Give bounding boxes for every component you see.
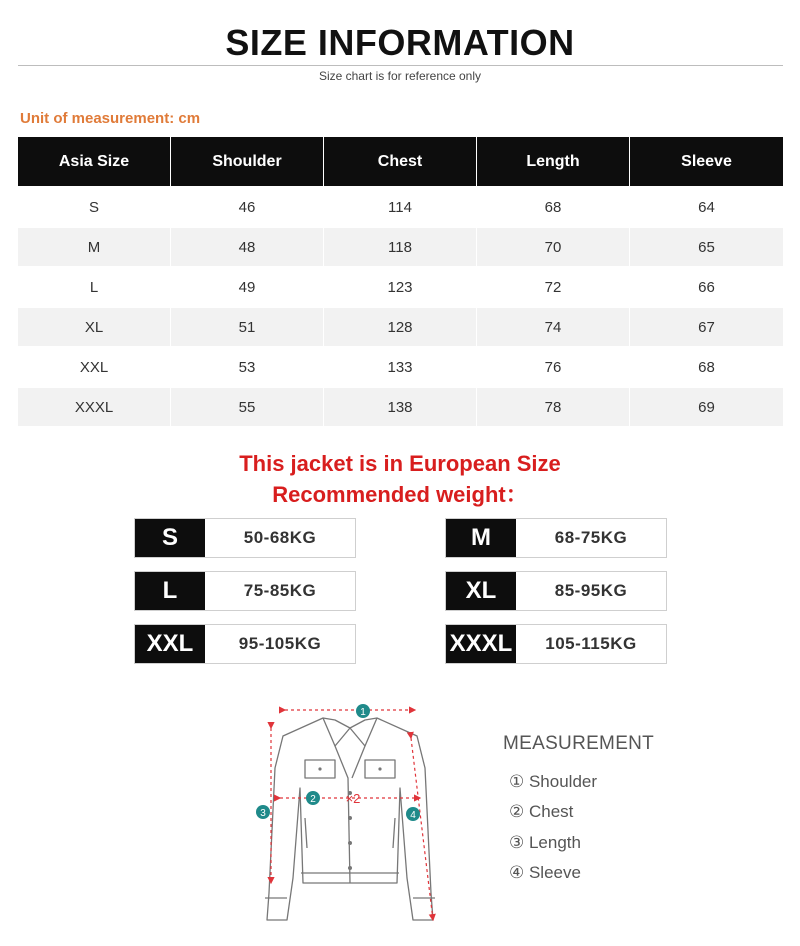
weight-box bbox=[134, 624, 356, 664]
table-cell: XXXL bbox=[18, 386, 171, 426]
table-cell: 48 bbox=[171, 226, 324, 266]
table-cell: 64 bbox=[630, 186, 783, 226]
weight-size: XXXL bbox=[446, 625, 516, 663]
table-cell: 78 bbox=[477, 386, 630, 426]
weight-box bbox=[134, 518, 356, 558]
page-title: SIZE INFORMATION bbox=[225, 22, 575, 63]
table-row bbox=[18, 226, 783, 266]
measurement-item: ③ Length bbox=[509, 833, 581, 852]
column-header: Sleeve bbox=[630, 137, 783, 186]
weight-size: M bbox=[446, 519, 516, 557]
table-cell: 128 bbox=[324, 306, 477, 346]
weight-box bbox=[134, 571, 356, 611]
table-cell: 74 bbox=[477, 306, 630, 346]
weight-range: 105-115KG bbox=[545, 634, 637, 653]
table-cell: 114 bbox=[324, 186, 477, 226]
table-cell: 69 bbox=[630, 386, 783, 426]
table-cell: S bbox=[18, 186, 171, 226]
table-row bbox=[18, 306, 783, 346]
table-cell: 46 bbox=[171, 186, 324, 226]
title-divider bbox=[18, 65, 783, 66]
marker-4: 4 bbox=[410, 810, 416, 821]
weight-range: 95-105KG bbox=[238, 634, 322, 653]
measurement-title: MEASUREMENT bbox=[503, 733, 655, 754]
weight-box bbox=[445, 624, 667, 664]
size-table bbox=[18, 137, 783, 426]
chest-multiplier: ×2 bbox=[345, 791, 361, 806]
table-cell: 70 bbox=[477, 226, 630, 266]
table-cell: 49 bbox=[171, 266, 324, 306]
column-header: Length bbox=[477, 137, 630, 186]
marker-2: 2 bbox=[310, 794, 316, 805]
weight-range: 68-75KG bbox=[554, 528, 628, 547]
table-row bbox=[18, 386, 783, 426]
table-cell: 68 bbox=[477, 186, 630, 226]
weight-box bbox=[445, 571, 667, 611]
table-cell: XL bbox=[18, 306, 171, 346]
unit-label: Unit of measurement: cm bbox=[20, 110, 201, 127]
table-row bbox=[18, 346, 783, 386]
column-header: Shoulder bbox=[171, 137, 324, 186]
table-cell: 138 bbox=[324, 386, 477, 426]
table-cell: 51 bbox=[171, 306, 324, 346]
table-cell: 72 bbox=[477, 266, 630, 306]
table-cell: 53 bbox=[171, 346, 324, 386]
table-cell: M bbox=[18, 226, 171, 266]
column-header: Chest bbox=[324, 137, 477, 186]
table-cell: L bbox=[18, 266, 171, 306]
weight-size: S bbox=[135, 519, 205, 557]
table-cell: XXL bbox=[18, 346, 171, 386]
table-row bbox=[18, 266, 783, 306]
table-cell: 65 bbox=[630, 226, 783, 266]
table-cell: 123 bbox=[324, 266, 477, 306]
weight-box bbox=[445, 518, 667, 558]
notice-line: This jacket is in European Size bbox=[239, 451, 561, 476]
table-cell: 118 bbox=[324, 226, 477, 266]
page-subtitle: Size chart is for reference only bbox=[318, 69, 482, 83]
marker-3: 3 bbox=[260, 808, 266, 819]
table-cell: 67 bbox=[630, 306, 783, 346]
column-header: Asia Size bbox=[18, 137, 171, 186]
table-cell: 66 bbox=[630, 266, 783, 306]
measurement-item: ④ Sleeve bbox=[509, 863, 581, 882]
weight-range: 50-68KG bbox=[243, 528, 317, 547]
weight-range: 85-95KG bbox=[554, 581, 628, 600]
european-size-notice bbox=[0, 448, 800, 510]
table-cell: 133 bbox=[324, 346, 477, 386]
table-cell: 76 bbox=[477, 346, 630, 386]
weight-range: 75-85KG bbox=[243, 581, 317, 600]
table-cell: 68 bbox=[630, 346, 783, 386]
jacket-diagram bbox=[235, 698, 465, 930]
notice-line: Recommended weight： bbox=[272, 482, 528, 507]
table-cell: 55 bbox=[171, 386, 324, 426]
measurement-item: ② Chest bbox=[509, 802, 574, 821]
measurement-item: ① Shoulder bbox=[509, 772, 598, 791]
weight-size: XL bbox=[446, 572, 516, 610]
table-header-row bbox=[18, 137, 783, 186]
weight-size: L bbox=[135, 572, 205, 610]
weight-size: XXL bbox=[135, 625, 205, 663]
marker-1: 1 bbox=[360, 707, 366, 718]
table-row bbox=[18, 186, 783, 226]
